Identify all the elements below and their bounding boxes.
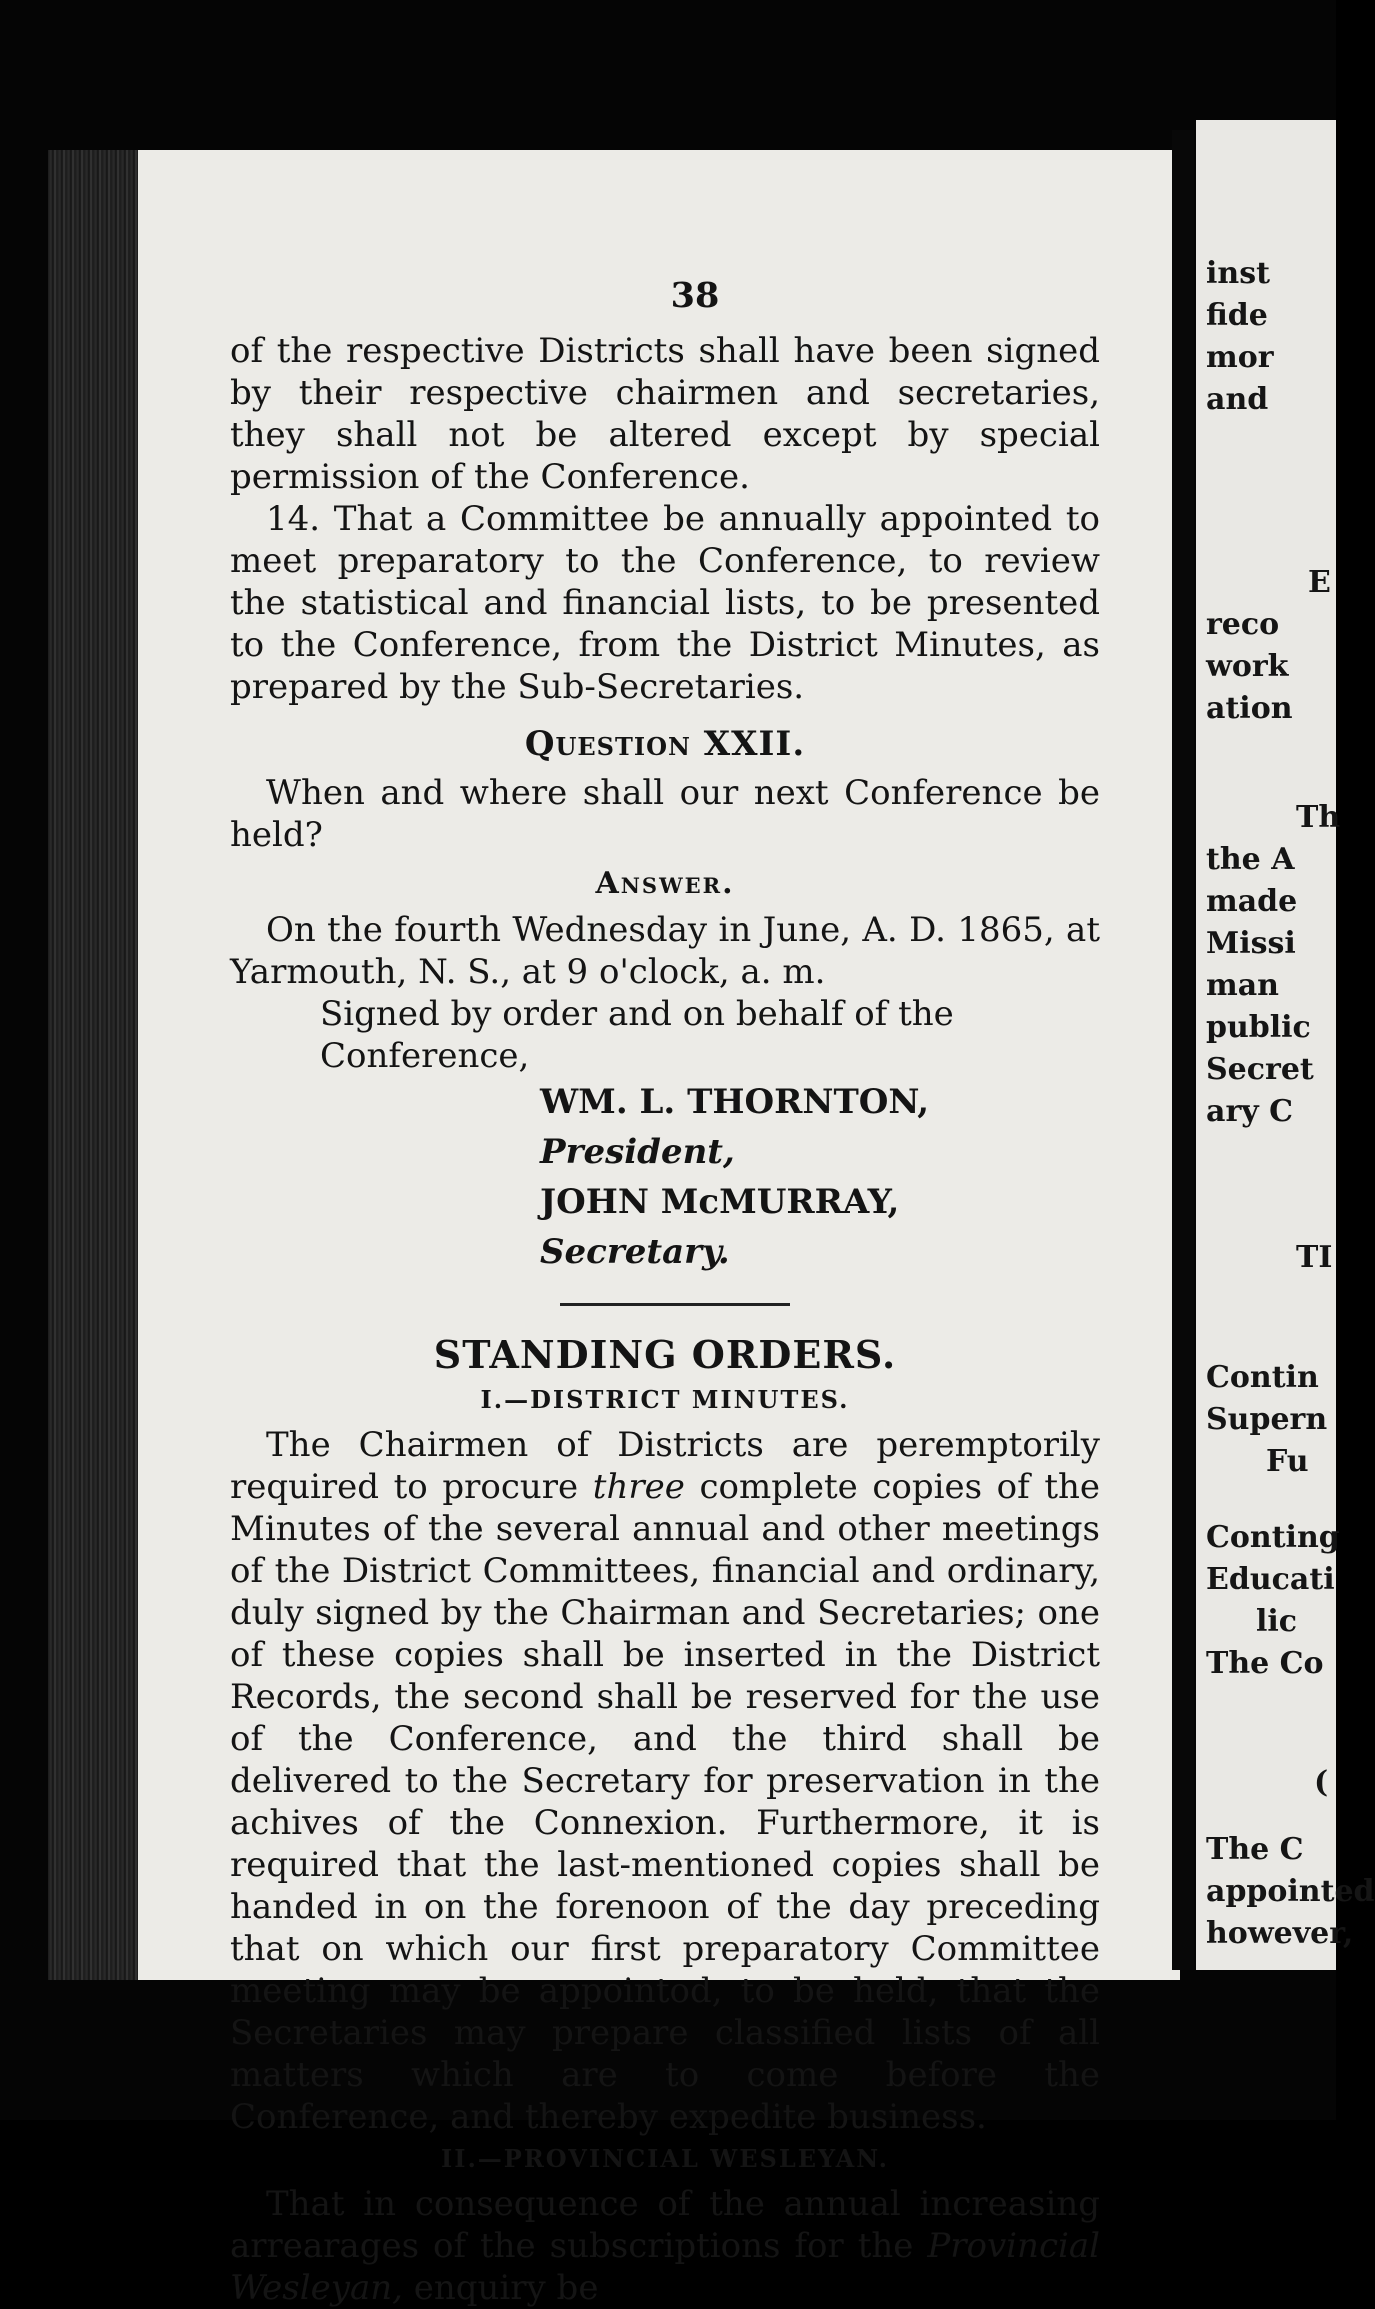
signature-block xyxy=(540,1077,1100,1277)
right-fragment: however, xyxy=(1206,1916,1354,1951)
paragraph-continuation: of the respective Districts shall have been signed by their respective chairmen and secretaries, they shall not be altered except by special permission of the Conference. xyxy=(230,331,1100,497)
right-fragment: TI xyxy=(1296,1240,1333,1275)
question-heading: Question XXII. xyxy=(524,724,806,764)
section-divider xyxy=(560,1303,790,1306)
right-fragment: Secret xyxy=(1206,1052,1314,1087)
question-text: When and where shall our next Conference be held? xyxy=(230,773,1100,855)
right-fragment: the A xyxy=(1206,842,1295,877)
paragraph-14: 14. That a Committee be annually appointed to meet preparatory to the Conference, to review the statistical and financial lists, to be presented to the Conference, from the District Minutes, as prepared by the Sub-Secretaries. xyxy=(230,499,1100,707)
section2-heading: II.—PROVINCIAL WESLEYAN. xyxy=(441,2144,889,2173)
right-fragment: appointed xyxy=(1206,1874,1375,1909)
right-fragment: mor xyxy=(1206,340,1274,375)
right-fragment: inst xyxy=(1206,256,1270,291)
secretary-name: JOHN McMURRAY, xyxy=(540,1182,900,1222)
section1-text-a: The Chairmen of Districts are peremptorily required to procure xyxy=(230,1425,1100,1507)
page-content xyxy=(230,275,1100,2309)
right-fragment: and xyxy=(1206,382,1269,417)
president-name: WM. L. THORNTON, xyxy=(540,1082,930,1122)
standing-orders-heading: STANDING ORDERS. xyxy=(433,1332,897,1377)
right-fragment: work xyxy=(1206,649,1289,684)
answer-text: On the fourth Wednesday in June, A. D. 1865, at Yarmouth, N. S., at 9 o'clock, a. m. xyxy=(230,910,1100,992)
right-fragment: The Co xyxy=(1206,1646,1324,1681)
right-fragment: public xyxy=(1206,1010,1311,1045)
secretary-line xyxy=(540,1177,1100,1277)
right-fragment: Supern xyxy=(1206,1402,1328,1437)
book-page-edges xyxy=(48,150,144,1980)
right-fragment: Missi xyxy=(1206,926,1296,961)
answer-heading: Answer. xyxy=(595,866,735,901)
right-fragment: ation xyxy=(1206,691,1293,726)
right-fragment: man xyxy=(1206,968,1279,1003)
section2-emphasis: Provincial Wesleyan, xyxy=(230,2226,1100,2308)
book-gutter xyxy=(1172,130,1194,1970)
right-fragment: ary C xyxy=(1206,1094,1293,1129)
right-fragment: made xyxy=(1206,884,1298,919)
right-fragment: Th xyxy=(1296,800,1341,835)
right-fragment: E xyxy=(1308,565,1331,600)
section1-emphasis: three xyxy=(592,1467,685,1507)
section1-text-b: complete copies of the Minutes of the several annual and other meetings of the District Committees, financial and ordinary, duly signed by the Chairman and Secretaries; one of these copies shall be inserted in the District Records, the second shall be reserved for the use of the Conference, and the third shall be delivered to the Secretary for preservation in the achives of the Connexion. Furthermore, it is required that the last-mentioned copies shall be handed in on the forenoon of the day preceding that on which our first preparatory Committee meeting may be appointod, to be held, that the Secretaries may prepare classified lists of all matters which are to come before the Conference, and thereby expedite business. xyxy=(230,1467,1101,2137)
right-fragment: Fu xyxy=(1266,1444,1309,1479)
right-fragment: lic xyxy=(1256,1604,1298,1639)
right-fragment: reco xyxy=(1206,607,1280,642)
right-fragment: Contin xyxy=(1206,1360,1319,1395)
president-line xyxy=(540,1077,1100,1177)
right-fragment: The C xyxy=(1206,1832,1304,1867)
signed-statement: Signed by order and on behalf of the Conference, xyxy=(320,994,954,1076)
section2-text-a: That in consequence of the annual increasing arrearages of the subscriptions for the xyxy=(230,2184,1100,2266)
right-fragment: Educati xyxy=(1206,1562,1335,1597)
secretary-title: Secretary. xyxy=(540,1232,730,1272)
right-fragment: ( xyxy=(1314,1765,1329,1800)
section1-heading: I.—DISTRICT MINUTES. xyxy=(480,1385,850,1414)
page-number: 38 xyxy=(670,275,720,316)
section2-paragraph xyxy=(230,2183,1100,2309)
right-fragment: fide xyxy=(1206,298,1268,333)
section2-text-b: enquiry be xyxy=(402,2268,599,2308)
section1-paragraph xyxy=(230,1424,1100,2138)
right-fragment: Conting xyxy=(1206,1520,1340,1555)
president-title: President, xyxy=(540,1132,735,1172)
right-page-fragment xyxy=(1196,120,1375,1970)
